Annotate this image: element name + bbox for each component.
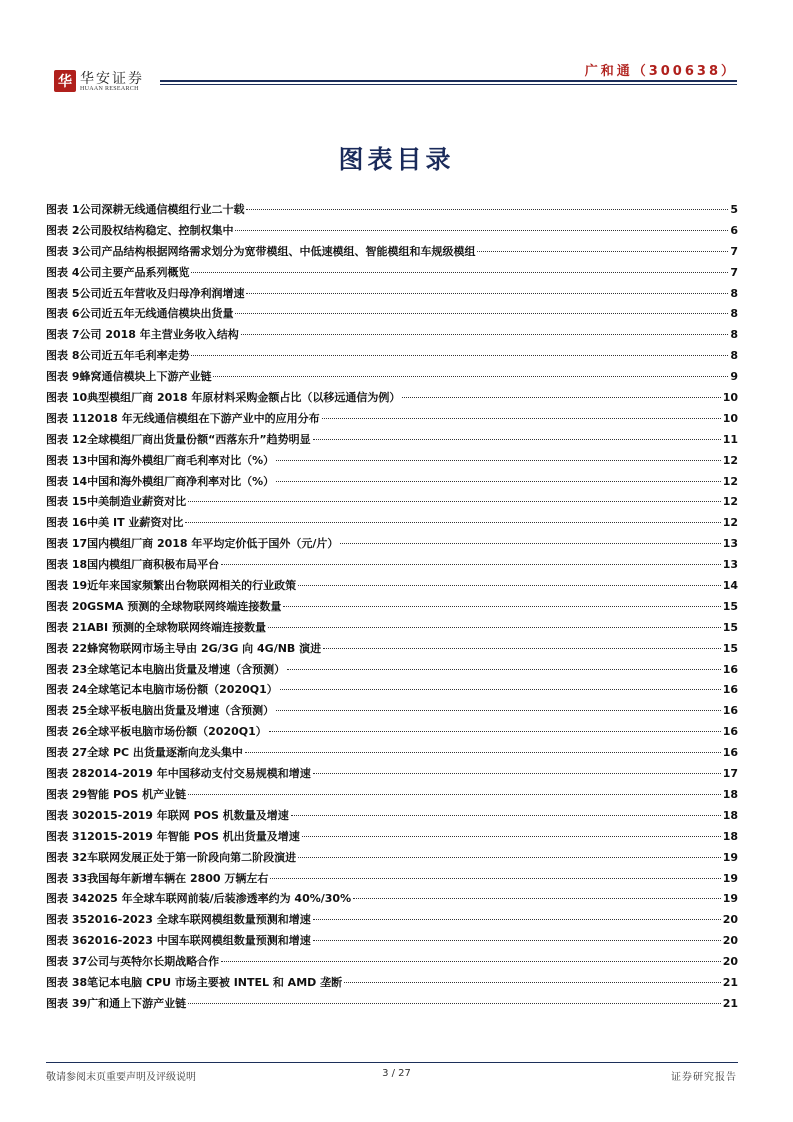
toc-dot-leader bbox=[313, 940, 721, 941]
toc-entry-title: 近年来国家频繁出台物联网相关的行业政策 bbox=[87, 579, 297, 593]
toc-entry-page: 10 bbox=[722, 411, 738, 425]
toc-entry-title: 蜂窝通信模块上下游产业链 bbox=[79, 370, 212, 384]
toc-entry-page: 13 bbox=[722, 537, 738, 551]
toc-dot-leader bbox=[221, 961, 721, 962]
footer-divider bbox=[46, 1062, 738, 1063]
toc-entry[interactable] bbox=[46, 347, 738, 368]
toc-entry-label: 图表 36 bbox=[46, 934, 88, 948]
toc-entry-title: 公司近五年无线通信模块出货量 bbox=[79, 307, 234, 321]
toc-entry[interactable] bbox=[46, 681, 738, 702]
toc-entry-title: 典型模组厂商 2018 年原材料采购金额占比（以移远通信为例） bbox=[87, 391, 401, 405]
toc-entry-title: 2015-2019 年智能 POS 机出货量及增速 bbox=[87, 829, 300, 843]
toc-dot-leader bbox=[323, 648, 721, 649]
toc-dot-leader bbox=[276, 481, 721, 482]
toc-entry-title: 公司与英特尔长期战略合作 bbox=[87, 955, 220, 969]
toc-entry[interactable] bbox=[46, 932, 738, 953]
toc-dot-leader bbox=[270, 878, 720, 879]
toc-entry-title: 全球平板电脑出货量及增速（含预测） bbox=[87, 704, 275, 718]
toc-dot-leader bbox=[191, 272, 728, 273]
toc-entry[interactable] bbox=[46, 305, 738, 326]
toc-entry[interactable] bbox=[46, 723, 738, 744]
toc-entry-title: 中美 IT 业薪资对比 bbox=[87, 516, 184, 530]
toc-entry[interactable] bbox=[46, 702, 738, 723]
toc-entry-label: 图表 15 bbox=[46, 495, 88, 509]
toc-entry-page: 8 bbox=[730, 328, 738, 342]
toc-entry-page: 20 bbox=[722, 913, 738, 927]
toc-entry-title: 公司深耕无线通信模组行业二十载 bbox=[79, 203, 245, 216]
toc-entry[interactable] bbox=[46, 619, 738, 640]
toc-dot-leader bbox=[298, 857, 721, 858]
header-divider bbox=[160, 80, 737, 82]
toc-dot-leader bbox=[291, 815, 721, 816]
toc-entry-title: 车联网发展正处于第一阶段向第二阶段演进 bbox=[87, 850, 297, 864]
toc-dot-leader bbox=[246, 209, 728, 210]
toc-entry-label: 图表 12 bbox=[46, 432, 88, 446]
toc-dot-leader bbox=[221, 564, 721, 565]
report-type: 证券研究报告 bbox=[671, 1072, 737, 1083]
toc-entry-title: 全球 PC 出货量逐渐向龙头集中 bbox=[87, 746, 243, 760]
toc-dot-leader bbox=[269, 731, 721, 732]
toc-entry-label: 图表 26 bbox=[46, 725, 88, 739]
table-of-figures bbox=[46, 201, 738, 1016]
toc-dot-leader bbox=[298, 585, 721, 586]
toc-entry-label: 图表 9 bbox=[46, 370, 80, 384]
toc-entry[interactable] bbox=[46, 890, 738, 911]
toc-entry-label: 图表 29 bbox=[46, 787, 88, 801]
toc-entry-page: 12 bbox=[722, 474, 738, 488]
toc-entry[interactable] bbox=[46, 598, 738, 619]
toc-entry[interactable] bbox=[46, 870, 738, 891]
toc-entry-page: 11 bbox=[722, 432, 738, 446]
toc-entry-label: 图表 6 bbox=[46, 307, 80, 321]
toc-entry-title: 智能 POS 机产业链 bbox=[87, 787, 187, 801]
toc-entry-title: 中国和海外模组厂商毛利率对比（%） bbox=[87, 453, 275, 467]
toc-entry-label: 图表 16 bbox=[46, 516, 88, 530]
toc-entry-label: 图表 27 bbox=[46, 746, 88, 760]
toc-dot-leader bbox=[188, 794, 721, 795]
toc-entry-page: 16 bbox=[722, 725, 738, 739]
toc-entry-title: 全球模组厂商出货量份额“西落东升”趋势明显 bbox=[87, 432, 311, 446]
toc-entry[interactable] bbox=[46, 765, 738, 786]
toc-dot-leader bbox=[191, 355, 728, 356]
toc-entry-page: 16 bbox=[722, 683, 738, 697]
toc-entry-page: 9 bbox=[730, 370, 738, 384]
company-logo-mark: 华 bbox=[54, 70, 76, 92]
toc-entry-page: 6 bbox=[730, 223, 738, 237]
toc-dot-leader bbox=[322, 418, 721, 419]
toc-entry-page: 12 bbox=[722, 516, 738, 530]
toc-entry-label: 图表 5 bbox=[46, 286, 80, 300]
toc-entry-label: 图表 24 bbox=[46, 683, 88, 697]
toc-entry[interactable] bbox=[46, 473, 738, 494]
toc-entry-page: 10 bbox=[722, 391, 738, 405]
toc-entry-title: 2014-2019 年中国移动支付交易规模和增速 bbox=[87, 767, 311, 781]
toc-entry-label: 图表 23 bbox=[46, 662, 88, 676]
toc-dot-leader bbox=[287, 669, 721, 670]
toc-entry[interactable] bbox=[46, 974, 738, 995]
toc-entry-page: 7 bbox=[730, 244, 738, 258]
toc-entry-title: 公司近五年营收及归母净利润增速 bbox=[79, 286, 245, 300]
toc-entry[interactable] bbox=[46, 911, 738, 932]
toc-dot-leader bbox=[188, 501, 721, 502]
toc-entry-page: 7 bbox=[730, 265, 738, 279]
company-ticker: 广和通（300638） bbox=[584, 64, 737, 79]
toc-entry-label: 图表 17 bbox=[46, 537, 88, 551]
toc-dot-leader bbox=[268, 627, 721, 628]
toc-entry-label: 图表 39 bbox=[46, 996, 88, 1010]
toc-dot-leader bbox=[235, 313, 728, 314]
toc-entry-title: 我国每年新增车辆在 2800 万辆左右 bbox=[87, 871, 269, 885]
toc-entry-label: 图表 34 bbox=[46, 892, 88, 906]
toc-entry-title: 公司主要产品系列概览 bbox=[79, 265, 190, 279]
toc-dot-leader bbox=[188, 1003, 721, 1004]
toc-entry-page: 14 bbox=[722, 579, 738, 593]
toc-entry-page: 18 bbox=[722, 829, 738, 843]
toc-entry-page: 21 bbox=[722, 975, 738, 989]
toc-dot-leader bbox=[276, 460, 721, 461]
toc-dot-leader bbox=[213, 376, 728, 377]
toc-dot-leader bbox=[241, 334, 729, 335]
toc-entry-title: 笔记本电脑 CPU 市场主要被 INTEL 和 AMD 垄断 bbox=[87, 975, 343, 989]
toc-entry-page: 8 bbox=[730, 349, 738, 363]
toc-entry-label: 图表 32 bbox=[46, 850, 88, 864]
toc-entry-label: 图表 1 bbox=[46, 203, 80, 216]
header-divider-thin bbox=[160, 84, 737, 85]
toc-entry[interactable] bbox=[46, 452, 738, 473]
toc-entry-page: 18 bbox=[722, 808, 738, 822]
toc-dot-leader bbox=[283, 606, 720, 607]
toc-entry-page: 15 bbox=[722, 620, 738, 634]
toc-entry-page: 13 bbox=[722, 558, 738, 572]
toc-entry-page: 12 bbox=[722, 495, 738, 509]
toc-entry-page: 19 bbox=[722, 850, 738, 864]
toc-entry-page: 16 bbox=[722, 746, 738, 760]
toc-dot-leader bbox=[477, 251, 728, 252]
toc-entry[interactable] bbox=[46, 807, 738, 828]
toc-entry-title: 国内模组厂商 2018 年平均定价低于国外（元/片） bbox=[87, 537, 339, 551]
toc-entry-title: GSMA 预测的全球物联网终端连接数量 bbox=[87, 599, 282, 613]
toc-entry-title: 公司产品结构根据网络需求划分为宽带模组、中低速模组、智能模组和车规级模组 bbox=[79, 244, 476, 258]
toc-entry[interactable] bbox=[46, 849, 738, 870]
toc-entry[interactable] bbox=[46, 514, 738, 535]
toc-entry-label: 图表 20 bbox=[46, 599, 88, 613]
toc-entry[interactable] bbox=[46, 786, 738, 807]
toc-entry-title: 公司股权结构稳定、控制权集中 bbox=[79, 223, 234, 237]
toc-entry[interactable] bbox=[46, 556, 738, 577]
toc-entry[interactable] bbox=[46, 995, 738, 1016]
toc-entry-title: 中美制造业薪资对比 bbox=[87, 495, 187, 509]
toc-entry-title: 2016-2023 中国车联网模组数量预测和增速 bbox=[87, 934, 311, 948]
toc-entry-title: 蜂窝物联网市场主导由 2G/3G 向 4G/NB 演进 bbox=[87, 641, 322, 655]
toc-dot-leader bbox=[340, 543, 720, 544]
toc-entry-label: 图表 37 bbox=[46, 955, 88, 969]
toc-entry-label: 图表 7 bbox=[46, 328, 80, 342]
toc-entry-title: 2025 年全球车联网前装/后装渗透率约为 40%/30% bbox=[87, 892, 352, 906]
toc-entry[interactable] bbox=[46, 285, 738, 306]
disclaimer-note: 敬请参阅末页重要声明及评级说明 bbox=[46, 1072, 196, 1083]
toc-entry-label: 图表 38 bbox=[46, 975, 88, 989]
toc-entry-page: 16 bbox=[722, 662, 738, 676]
toc-entry-page: 20 bbox=[722, 934, 738, 948]
toc-entry[interactable] bbox=[46, 493, 738, 514]
toc-entry-label: 图表 35 bbox=[46, 913, 88, 927]
toc-entry-page: 16 bbox=[722, 704, 738, 718]
toc-dot-leader bbox=[313, 773, 721, 774]
toc-entry[interactable] bbox=[46, 243, 738, 264]
toc-entry-title: 2015-2019 年联网 POS 机数量及增速 bbox=[87, 808, 289, 822]
toc-entry-label: 图表 22 bbox=[46, 641, 88, 655]
toc-entry-title: 中国和海外模组厂商净利率对比（%） bbox=[87, 474, 275, 488]
toc-dot-leader bbox=[185, 522, 720, 523]
toc-entry-label: 图表 33 bbox=[46, 871, 88, 885]
toc-entry-label: 图表 10 bbox=[46, 391, 88, 405]
toc-entry-label: 图表 8 bbox=[46, 349, 80, 363]
toc-entry-label: 图表 21 bbox=[46, 620, 88, 634]
toc-entry[interactable] bbox=[46, 535, 738, 556]
toc-entry-label: 图表 3 bbox=[46, 244, 80, 258]
toc-entry-label: 图表 30 bbox=[46, 808, 88, 822]
toc-entry-page: 19 bbox=[722, 892, 738, 906]
toc-entry[interactable] bbox=[46, 264, 738, 285]
toc-entry[interactable] bbox=[46, 201, 738, 222]
toc-dot-leader bbox=[280, 689, 721, 690]
toc-entry-label: 图表 2 bbox=[46, 223, 80, 237]
toc-entry-title: 2016-2023 全球车联网模组数量预测和增速 bbox=[87, 913, 311, 927]
toc-entry-page: 15 bbox=[722, 599, 738, 613]
toc-entry-label: 图表 19 bbox=[46, 579, 88, 593]
company-logo-name: 华安证券 bbox=[80, 71, 144, 87]
toc-entry-title: ABI 预测的全球物联网终端连接数量 bbox=[87, 620, 266, 634]
toc-entry-title: 广和通上下游产业链 bbox=[87, 996, 187, 1010]
toc-dot-leader bbox=[276, 710, 721, 711]
toc-entry-label: 图表 14 bbox=[46, 474, 88, 488]
toc-dot-leader bbox=[353, 898, 721, 899]
toc-entry[interactable] bbox=[46, 368, 738, 389]
toc-entry-page: 12 bbox=[722, 453, 738, 467]
toc-entry-title: 国内模组厂商积极布局平台 bbox=[87, 558, 220, 572]
page-number: 3 / 27 bbox=[382, 1068, 411, 1079]
toc-dot-leader bbox=[344, 982, 721, 983]
toc-entry[interactable] bbox=[46, 222, 738, 243]
toc-entry[interactable] bbox=[46, 828, 738, 849]
toc-entry-page: 21 bbox=[722, 996, 738, 1010]
toc-entry[interactable] bbox=[46, 326, 738, 347]
toc-entry-page: 8 bbox=[730, 307, 738, 321]
toc-entry-label: 图表 18 bbox=[46, 558, 88, 572]
toc-entry-page: 18 bbox=[722, 787, 738, 801]
toc-entry-title: 全球笔记本电脑市场份额（2020Q1） bbox=[87, 683, 278, 697]
toc-entry-title: 公司近五年毛利率走势 bbox=[79, 349, 190, 363]
toc-entry-label: 图表 28 bbox=[46, 767, 88, 781]
toc-entry[interactable] bbox=[46, 410, 738, 431]
toc-dot-leader bbox=[402, 397, 720, 398]
toc-entry[interactable] bbox=[46, 389, 738, 410]
toc-dot-leader bbox=[313, 439, 721, 440]
toc-entry-title: 全球平板电脑市场份额（2020Q1） bbox=[87, 725, 267, 739]
toc-entry-page: 17 bbox=[722, 767, 738, 781]
toc-entry-page: 8 bbox=[730, 286, 738, 300]
toc-dot-leader bbox=[313, 919, 721, 920]
toc-entry-label: 图表 25 bbox=[46, 704, 88, 718]
toc-dot-leader bbox=[245, 752, 721, 753]
toc-entry-page: 19 bbox=[722, 871, 738, 885]
toc-dot-leader bbox=[302, 836, 721, 837]
toc-entry-label: 图表 4 bbox=[46, 265, 80, 279]
toc-entry-title: 2018 年无线通信模组在下游产业中的应用分布 bbox=[87, 411, 320, 425]
toc-entry-label: 图表 11 bbox=[46, 411, 88, 425]
company-logo-subtitle: HUAAN RESEARCH bbox=[80, 86, 139, 92]
toc-entry[interactable] bbox=[46, 431, 738, 452]
toc-entry-title: 公司 2018 年主营业务收入结构 bbox=[79, 328, 239, 342]
toc-entry-label: 图表 31 bbox=[46, 829, 88, 843]
page-title: 图表目录 bbox=[338, 145, 455, 174]
toc-dot-leader bbox=[235, 230, 728, 231]
toc-entry-page: 5 bbox=[730, 203, 738, 216]
toc-dot-leader bbox=[246, 293, 728, 294]
toc-entry[interactable] bbox=[46, 744, 738, 765]
toc-entry[interactable] bbox=[46, 577, 738, 598]
toc-entry[interactable] bbox=[46, 640, 738, 661]
toc-entry[interactable] bbox=[46, 953, 738, 974]
toc-entry[interactable] bbox=[46, 661, 738, 682]
toc-entry-page: 20 bbox=[722, 955, 738, 969]
toc-entry-page: 15 bbox=[722, 641, 738, 655]
toc-entry-title: 全球笔记本电脑出货量及增速（含预测） bbox=[87, 662, 286, 676]
toc-entry-label: 图表 13 bbox=[46, 453, 88, 467]
